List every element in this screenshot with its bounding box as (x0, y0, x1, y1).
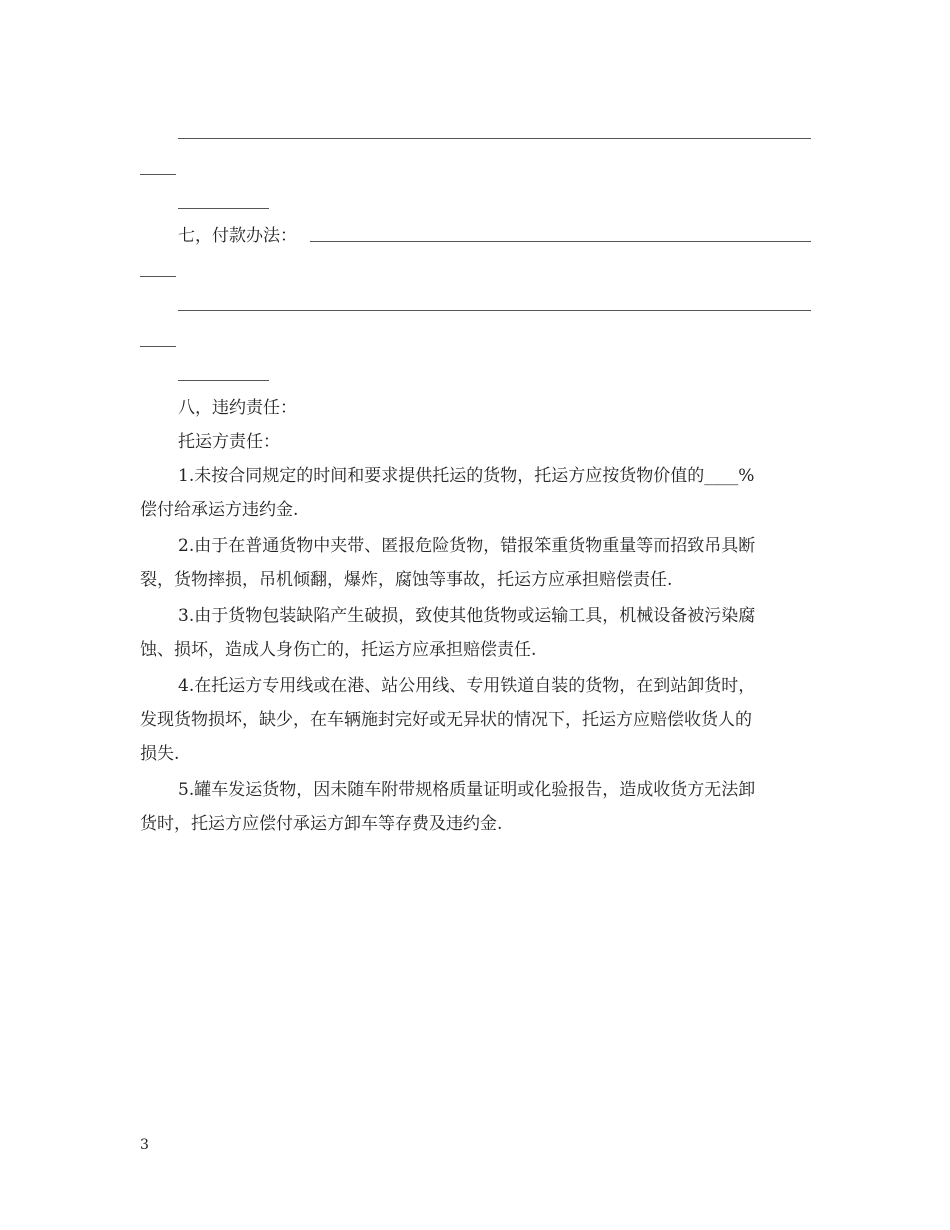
blank-line (140, 174, 176, 175)
clause-line: 4.在托运方专用线或在港、站公用线、专用铁道自装的货物，在到站卸货时， (178, 676, 756, 696)
clause-line: 发现货物损坏，缺少，在车辆施封完好或无异状的情况下，托运方应赔偿收货人的 (140, 710, 752, 730)
subsection-heading-shipper: 托运方责任： (178, 432, 280, 452)
clause-line: 货时，托运方应偿付承运方卸车等存费及违约金. (140, 814, 503, 834)
section-heading-breach: 八，违约责任： (178, 398, 297, 418)
clause-line: 3.由于货物包装缺陷产生破损，致使其他货物或运输工具，机械设备被污染腐 (178, 606, 756, 626)
page-number: 3 (140, 1137, 149, 1153)
blank-line (310, 241, 811, 242)
clause-line: 1.未按合同规定的时间和要求提供托运的货物，托运方应按货物价值的____% (178, 466, 755, 486)
clause-line: 5.罐车发运货物，因未随车附带规格质量证明或化验报告，造成收货方无法卸 (178, 780, 756, 800)
section-heading-payment: 七，付款办法： (178, 226, 297, 246)
blank-line (178, 310, 811, 311)
clause-line: 2.由于在普通货物中夹带、匿报危险货物，错报笨重货物重量等而招致吊具断 (178, 536, 756, 556)
blank-line (178, 208, 269, 209)
blank-line (178, 380, 269, 381)
clause-line: 裂，货物摔损，吊机倾翻，爆炸，腐蚀等事故，托运方应承担赔偿责任. (140, 570, 673, 590)
blank-line (140, 346, 176, 347)
blank-line (178, 138, 811, 139)
blank-line (140, 276, 176, 277)
clause-line: 蚀、损坏，造成人身伤亡的，托运方应承担赔偿责任. (140, 640, 537, 660)
clause-line: 损失. (140, 744, 180, 764)
clause-line: 偿付给承运方违约金. (140, 500, 299, 520)
